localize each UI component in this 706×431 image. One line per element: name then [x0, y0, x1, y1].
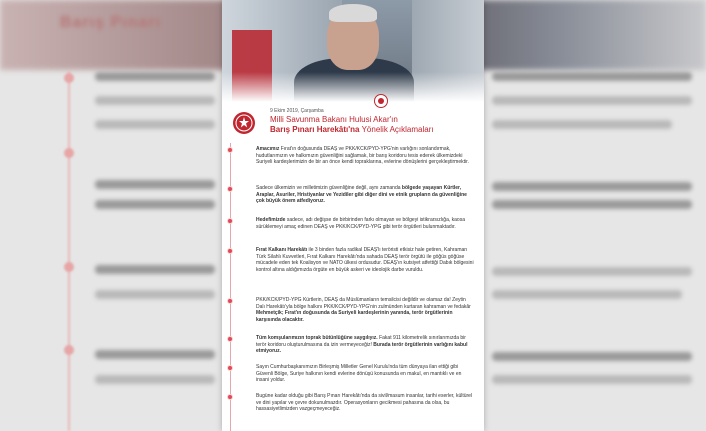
bold-segment: Tüm komşularımızın toprak bütünlüğüne saygılıyız. — [256, 335, 378, 341]
background-dot — [64, 262, 74, 272]
background-text-line — [95, 72, 215, 81]
background-text-line — [95, 265, 215, 274]
text-segment: PKK/KCK/PYD-YPG Kürtlerin, DEAŞ da Müslümanların temsilcisi değildir ve olamaz da! Zeytin Dalı Harekâtı'yla bölge halkını PKK/KCK/PYD-YPG'nin zulmünden kurtaran kahraman ve fedakâr — [256, 297, 471, 310]
statement-paragraph — [256, 335, 474, 355]
background-text-line — [492, 267, 692, 276]
bold-segment: Burada terör örgütlerinin varlığını kabul etmiyoruz. — [256, 341, 468, 355]
background-text-line — [95, 200, 215, 209]
statement-paragraph — [256, 185, 474, 205]
statement-paragraph — [256, 217, 474, 230]
statement-paragraph — [256, 247, 474, 273]
ministry-emblem-icon — [232, 111, 256, 135]
bold-segment: Amacımız — [256, 146, 280, 152]
timeline-dot — [227, 394, 233, 400]
text-segment: Bugüne kadar olduğu gibi Barış Pınarı Harekâtı'nda da sivil/masum insanlar, tarihi eserler, kültürel ve dini yapılar ve çevre dokunulmazdır. Operasyonların gecikmesi pahasına da olsa, bu hassasiyetlimizden vazgeçmeyeceğiz. — [256, 393, 473, 413]
background-text-line — [95, 290, 215, 299]
timeline-dot — [227, 248, 233, 254]
background-dot — [64, 73, 74, 83]
bold-segment: bölgede yaşayan Kürtler, Araplar, Asuriler, Hristiyanlar ve Yezidiler gibi diğer dini ve etnik grupların da güvenliğine çok büyük önem atfediyoruz. — [256, 185, 467, 205]
background-text-line — [95, 180, 215, 189]
text-segment: ile 3 binden fazla radikal DEAŞ'lı teröristi etkisiz hale getiren, Kahraman Türk Silahlı Kuvvetleri, Fırat Kalkanı Harekâtı'nda sahada DEAŞ terör örgütü ile göğüs göğüse mücadele eden tek Koalisyon ve NATO ülkesi ordusudur. DEAŞ'ın kutsiyet atfettiği Dabık bölgesini kontrol altına aldığımızda örgüte en büyük askeri ve ideolojik darbe vuruldu. — [256, 247, 474, 273]
timeline-dot — [227, 336, 233, 342]
date-label: 9 Ekim 2019, Çarşamba — [270, 108, 324, 114]
bold-segment: Mehmetçik; Fırat'ın doğusunda da Suriyeli kardeşlerinin yanında, terör örgütlerinin karşısında olacaktır. — [256, 310, 453, 323]
text-segment: Fırat'ın doğusunda DEAŞ ve PKK/KCK/PYD-YPG'nin varlığını sonlandırmak, hudutlarımızın ve halkımızın güvenliğini sağlamak, bir barış koridoru tesis ederek ülkemizdeki Suriyeli kardeşlerimizin de bir an önce kendi topraklarına, evlerine dönüşlerini gerçekleştirmektir. — [256, 146, 469, 166]
text-segment: Fakat 911 kilometrelik sınırlarımızda bir terör koridoru oluşturulmasına da izin vermeyeceğiz! — [256, 335, 466, 348]
title-line2 — [270, 125, 434, 134]
background-text-line — [492, 375, 692, 384]
background-text-line — [95, 96, 215, 105]
title-line1: Milli Savunma Bakanı Hulusi Akar'ın — [270, 115, 398, 124]
background-dot — [64, 148, 74, 158]
timeline-dot — [227, 365, 233, 371]
timeline-dot — [227, 147, 233, 153]
infographic-card — [222, 0, 484, 431]
background-text-line — [492, 352, 692, 361]
background-text-line — [95, 350, 215, 359]
title-bold: Barış Pınarı Harekâtı'na — [270, 125, 360, 134]
background-text-line — [492, 200, 692, 209]
background-dot — [64, 345, 74, 355]
title-rest: Yönelik Açıklamaları — [359, 125, 434, 134]
timeline-dot — [227, 218, 233, 224]
text-segment: Sadece ülkemizin ve milletimizin güvenliğine değil, aynı zamanda — [256, 185, 402, 191]
background-timeline — [68, 70, 70, 431]
minister-photo — [222, 0, 484, 102]
statement-paragraph — [256, 297, 474, 323]
background-title: Barış Pınarı — [60, 14, 161, 31]
background-text-line — [492, 120, 672, 129]
background-text-line — [492, 290, 682, 299]
statement-paragraph — [256, 364, 474, 384]
ministry-seal-icon — [374, 94, 388, 108]
background-text-line — [95, 120, 215, 129]
background-text-line — [492, 182, 692, 191]
bold-segment: Hedefimizde — [256, 217, 286, 223]
background-text-line — [492, 72, 692, 81]
background-text-line — [492, 96, 692, 105]
bold-segment: Fırat Kalkanı Harekâtı — [256, 247, 308, 253]
background-text-line — [95, 375, 215, 384]
timeline-dot — [227, 186, 233, 192]
statement-paragraph — [256, 146, 474, 166]
statement-paragraph — [256, 393, 474, 413]
text-segment: sadece, adı değişse de birbirinden farkı olmayan ve bölgeyi istikrarsızlığa, kaosa sürüklemeyi amaç edinen DEAŞ ve PKK/KCK/PYD-YPG gibi terör örgütleri bulunmaktadır. — [256, 217, 465, 230]
timeline-dot — [227, 298, 233, 304]
text-segment: Sayın Cumhurbaşkanımızın Birleşmiş Milletler Genel Kurulu'nda tüm dünyaya ilan ettiği gibi Güvenli Bölge, Suriye halkının kendi evlerine dönüşü konusunda en makul, en mantıklı ve en insani yoldur. — [256, 364, 462, 384]
